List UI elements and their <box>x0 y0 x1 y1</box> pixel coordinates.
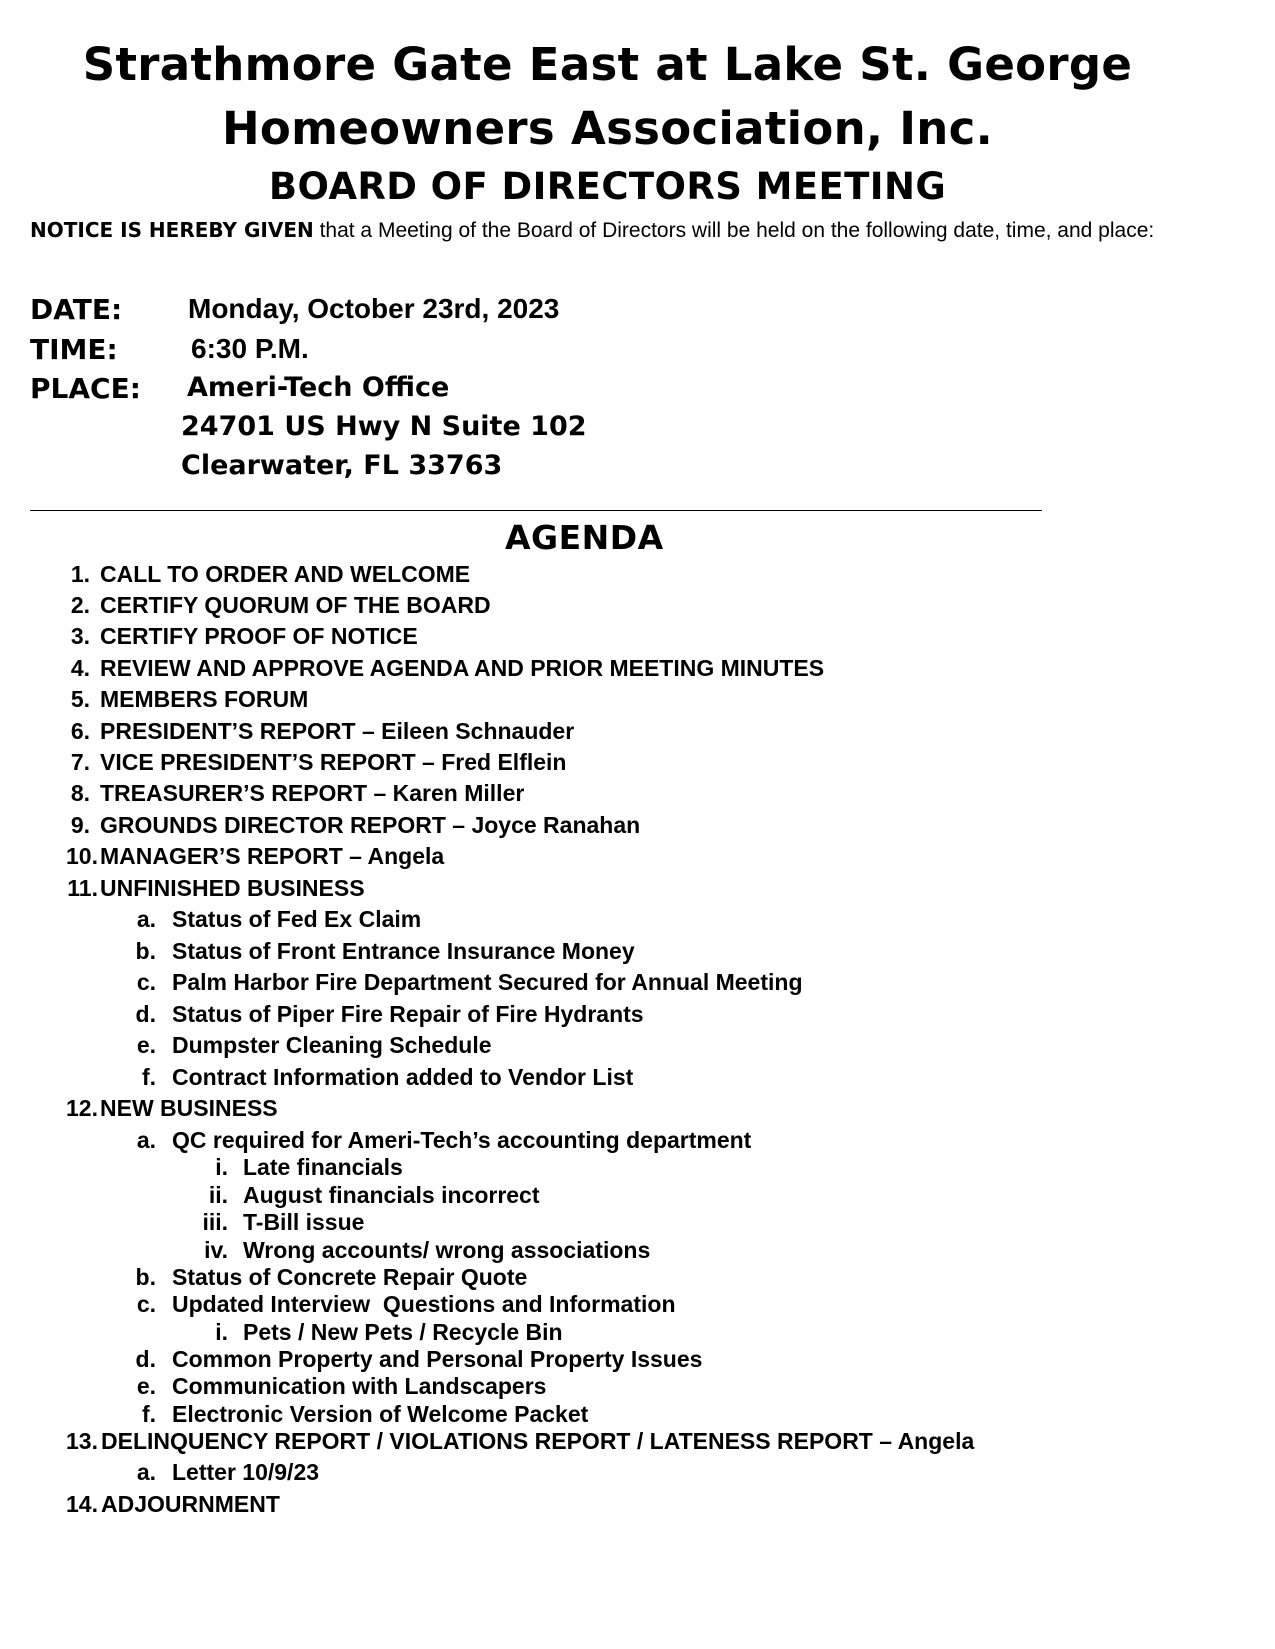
date-label: DATE: <box>30 293 123 326</box>
place-line1: Ameri-Tech Office <box>187 372 450 403</box>
agenda-item-number: 10. <box>66 843 98 869</box>
agenda-item-text: Status of Fed Ex Claim <box>172 906 422 932</box>
agenda-item-text: Electronic Version of Welcome Packet <box>172 1401 589 1427</box>
agenda-item-number: 2. <box>70 592 90 618</box>
agenda-heading: AGENDA <box>505 518 664 557</box>
notice-text: that a Meeting of the Board of Directors will be held on the following date, time, and place: <box>313 219 1155 242</box>
agenda-item-text: Status of Piper Fire Repair of Fire Hydrants <box>172 1001 644 1027</box>
agenda-item-text: Late financials <box>243 1154 403 1180</box>
agenda-item-number: 14. <box>66 1491 98 1517</box>
agenda-item-text: REVIEW AND APPROVE AGENDA AND PRIOR MEETING MINUTES <box>100 655 825 681</box>
agenda-item-number: f. <box>141 1401 156 1427</box>
agenda-item-text: CALL TO ORDER AND WELCOME <box>100 561 471 587</box>
agenda-item-text: Contract Information added to Vendor List <box>172 1064 634 1090</box>
agenda-item-text: NEW BUSINESS <box>100 1095 278 1121</box>
association-title-line1: Strathmore Gate East at Lake St. George <box>82 38 1133 91</box>
agenda-item-text: Communication with Landscapers <box>172 1373 547 1399</box>
agenda-item-number: 1. <box>70 561 90 587</box>
agenda-item-text: Updated Interview Questions and Information <box>172 1291 676 1317</box>
association-title-line2: Homeowners Association, Inc. <box>221 102 994 155</box>
agenda-item-text: MANAGER’S REPORT – Angela <box>100 843 445 869</box>
agenda-item-text: Status of Front Entrance Insurance Money <box>172 938 635 964</box>
agenda-item-number: 7. <box>70 749 90 775</box>
agenda-item-number: 6. <box>70 718 90 744</box>
agenda-item-number: 4. <box>70 655 90 681</box>
notice-lead: NOTICE IS HEREBY GIVEN <box>30 218 314 242</box>
agenda-item-number: 13. <box>66 1428 98 1454</box>
agenda-item-text: ADJOURNMENT <box>101 1491 280 1517</box>
agenda-item-text: DELINQUENCY REPORT / VIOLATIONS REPORT / LATENESS REPORT – Angela <box>101 1428 975 1454</box>
agenda-item-text: TREASURER’S REPORT – Karen Miller <box>100 780 525 806</box>
time-value: 6:30 P.M. <box>191 333 309 364</box>
agenda-item-number: a. <box>136 906 156 932</box>
agenda-item-text: PRESIDENT’S REPORT – Eileen Schnauder <box>100 718 575 744</box>
agenda-item-number: 11. <box>67 875 98 901</box>
agenda-item-number: d. <box>135 1001 156 1027</box>
agenda-item-text: Wrong accounts/ wrong associations <box>243 1237 651 1263</box>
agenda-item-number: b. <box>135 1264 156 1290</box>
place-line3: Clearwater, FL 33763 <box>181 450 503 481</box>
agenda-item-text: UNFINISHED BUSINESS <box>100 875 365 901</box>
agenda-item-text: Palm Harbor Fire Department Secured for Annual Meeting <box>172 969 803 995</box>
agenda-item-number: e. <box>136 1032 156 1058</box>
agenda-item-number: c. <box>136 1291 156 1317</box>
agenda-item-text: QC required for Ameri-Tech’s accounting department <box>172 1127 752 1153</box>
agenda-item-text: GROUNDS DIRECTOR REPORT – Joyce Ranahan <box>100 812 641 838</box>
agenda-item-number: b. <box>135 938 156 964</box>
place-line2: 24701 US Hwy N Suite 102 <box>181 411 587 442</box>
agenda-item-number: f. <box>141 1064 156 1090</box>
agenda-item-text: Common Property and Personal Property Issues <box>172 1346 703 1372</box>
date-value: Monday, October 23rd, 2023 <box>188 293 560 324</box>
agenda-item-text: CERTIFY QUORUM OF THE BOARD <box>100 592 491 618</box>
agenda-item-number: a. <box>136 1459 156 1485</box>
agenda-item-number: 12. <box>66 1095 98 1121</box>
agenda-item-text: Pets / New Pets / Recycle Bin <box>243 1319 563 1345</box>
meeting-subtitle: BOARD OF DIRECTORS MEETING <box>268 165 947 208</box>
agenda-item-number: 8. <box>70 780 90 806</box>
agenda-item-number: 5. <box>70 686 90 712</box>
agenda-item-text: CERTIFY PROOF OF NOTICE <box>100 623 418 649</box>
agenda-item-text: VICE PRESIDENT’S REPORT – Fred Elflein <box>100 749 567 775</box>
notice-paragraph <box>30 216 1230 245</box>
agenda-item-number: ii. <box>208 1182 228 1208</box>
agenda-item-number: iii. <box>202 1209 228 1235</box>
time-label: TIME: <box>30 333 118 366</box>
agenda-item-number: i. <box>215 1154 228 1180</box>
agenda-item-number: c. <box>136 969 156 995</box>
agenda-item-number: i. <box>215 1319 228 1345</box>
agenda-item-text: T-Bill issue <box>243 1209 365 1235</box>
agenda-item-number: 9. <box>70 812 90 838</box>
agenda-item-text: Dumpster Cleaning Schedule <box>172 1032 492 1058</box>
agenda-item-number: e. <box>136 1373 156 1399</box>
divider-line <box>30 510 1042 511</box>
agenda-item-number: iv. <box>204 1237 228 1263</box>
place-label: PLACE: <box>30 372 141 405</box>
agenda-item-number: 3. <box>70 623 90 649</box>
agenda-item-text: Letter 10/9/23 <box>172 1459 320 1485</box>
agenda-item-text: Status of Concrete Repair Quote <box>172 1264 528 1290</box>
agenda-item-text: August financials incorrect <box>243 1182 540 1208</box>
agenda-item-text: MEMBERS FORUM <box>100 686 309 712</box>
agenda-item-number: a. <box>136 1127 156 1153</box>
agenda-item-number: d. <box>135 1346 156 1372</box>
